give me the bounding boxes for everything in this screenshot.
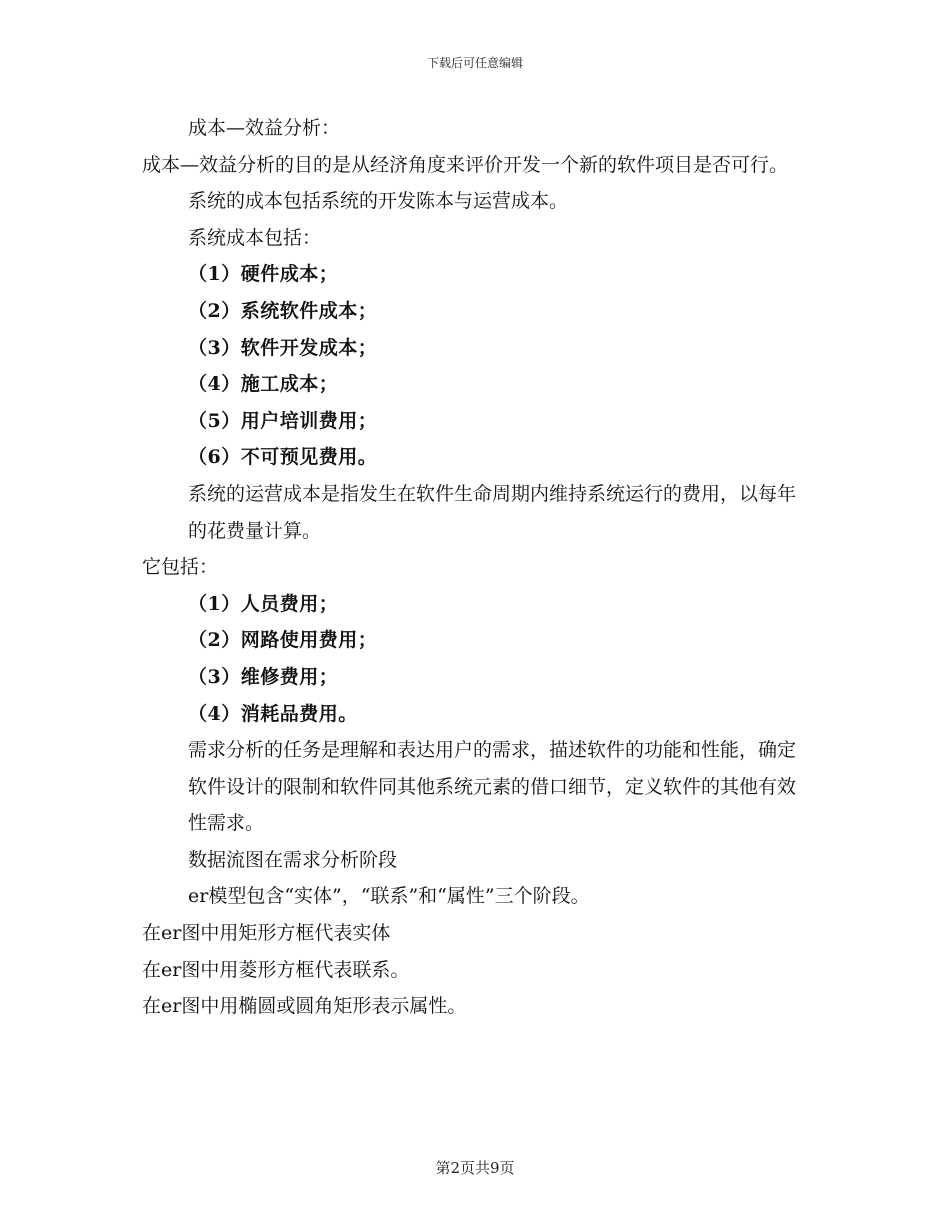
paragraph-er-model: er模型包含“实体”，“联系”和“属性”三个阶段。 <box>188 885 590 908</box>
paragraph-cost-benefit-purpose: 成本—效益分析的目的是从经济角度来评价开发一个新的软件项目是否可行。 <box>142 153 789 176</box>
list-item-personnel-cost: （1）人员费用； <box>188 592 339 615</box>
section-title-cost-benefit: 成本—效益分析： <box>188 117 341 139</box>
paragraph-it-includes: 它包括： <box>142 556 219 579</box>
paragraph-er-attribute: 在er图中用椭圆或圆角矩形表示属性。 <box>142 995 467 1018</box>
list-item-consumables-cost: （4）消耗品费用。 <box>188 702 358 725</box>
page-header: 下载后可任意编辑 <box>426 56 523 70</box>
list-item-network-cost: （2）网路使用费用； <box>188 629 378 652</box>
list-item-maintenance-cost: （3）维修费用； <box>188 665 339 688</box>
paragraph-er-entity: 在er图中用矩形方框代表实体 <box>142 922 391 945</box>
paragraph-operating-cost: 系统的运营成本是指发生在软件生命周期内维持系统运行的费用，以每年的花费量计算。 <box>188 482 797 542</box>
document-body <box>142 110 812 1025</box>
paragraph-system-cost-includes: 系统成本包括： <box>188 226 322 249</box>
paragraph-system-cost: 系统的成本包括系统的开发陈本与运营成本。 <box>188 190 569 213</box>
list-item-construction-cost: （4）施工成本； <box>188 373 339 396</box>
list-item-hardware-cost: （1）硬件成本； <box>188 263 339 286</box>
list-item-system-software-cost: （2）系统软件成本； <box>188 299 378 322</box>
paragraph-er-relationship: 在er图中用菱形方框代表联系。 <box>142 958 410 981</box>
paragraph-data-flow-diagram: 数据流图在需求分析阶段 <box>188 848 398 871</box>
paragraph-requirements-analysis: 需求分析的任务是理解和表达用户的需求，描述软件的功能和性能，确定软件设计的限制和软件同其他系统元素的借口细节，定义软件的其他有效性需求。 <box>188 739 797 835</box>
list-item-training-cost: （5）用户培训费用； <box>188 409 378 432</box>
list-item-unforeseen-cost: （6）不可预见费用。 <box>188 446 378 469</box>
list-item-software-dev-cost: （3）软件开发成本； <box>188 336 378 359</box>
page-footer: 第2页共9页 <box>435 1159 515 1177</box>
